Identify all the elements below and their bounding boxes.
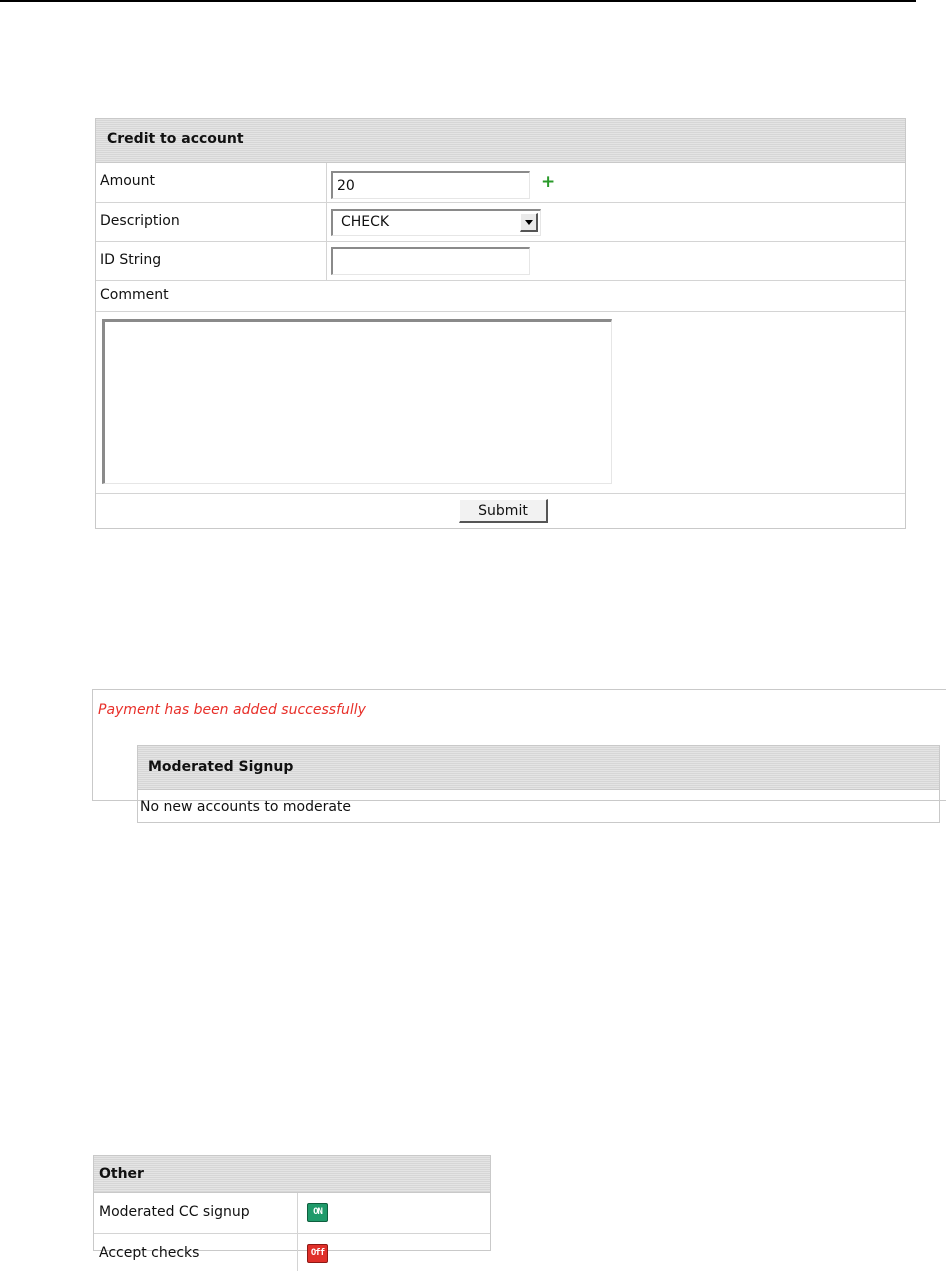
moderated-cc-label: Moderated CC signup <box>99 1204 250 1220</box>
column-divider <box>297 1234 298 1271</box>
submit-row <box>96 494 905 528</box>
plus-icon[interactable]: + <box>541 172 556 192</box>
column-divider <box>326 203 327 241</box>
comment-textarea-row <box>96 312 905 494</box>
amount-label: Amount <box>100 173 156 189</box>
credit-panel-title: Credit to account <box>96 119 905 163</box>
accept-checks-label: Accept checks <box>99 1245 200 1261</box>
moderated-signup-title: Moderated Signup <box>138 746 939 790</box>
comment-label: Comment <box>100 287 169 303</box>
credit-panel <box>95 118 906 529</box>
comment-row <box>96 281 905 312</box>
moderated-empty-text: No new accounts to moderate <box>140 799 352 815</box>
column-divider <box>326 163 327 202</box>
other-panel <box>93 1155 491 1261</box>
description-label: Description <box>100 213 180 229</box>
description-row <box>96 203 905 242</box>
id-string-input[interactable] <box>331 247 530 275</box>
other-row-moderated-cc <box>94 1193 490 1234</box>
toggle-off-icon[interactable]: Off <box>307 1244 328 1263</box>
id-string-label: ID String <box>100 252 162 268</box>
id-string-row <box>96 242 905 281</box>
column-divider <box>297 1193 298 1233</box>
status-message: Payment has been added successfully <box>98 702 366 718</box>
status-panel <box>92 689 946 815</box>
description-selected-value: CHECK <box>341 214 390 230</box>
column-divider <box>326 242 327 280</box>
amount-input[interactable] <box>331 171 530 199</box>
amount-row <box>96 163 905 203</box>
description-select[interactable] <box>331 209 541 236</box>
comment-textarea[interactable] <box>102 319 612 484</box>
submit-button[interactable]: Submit <box>459 499 548 523</box>
top-rule <box>0 0 916 2</box>
toggle-on-icon[interactable]: ON <box>307 1203 328 1222</box>
other-row-accept-checks <box>94 1234 490 1271</box>
other-panel-title: Other <box>94 1156 490 1193</box>
moderated-signup-panel <box>137 745 940 823</box>
chevron-down-icon[interactable] <box>520 213 538 232</box>
